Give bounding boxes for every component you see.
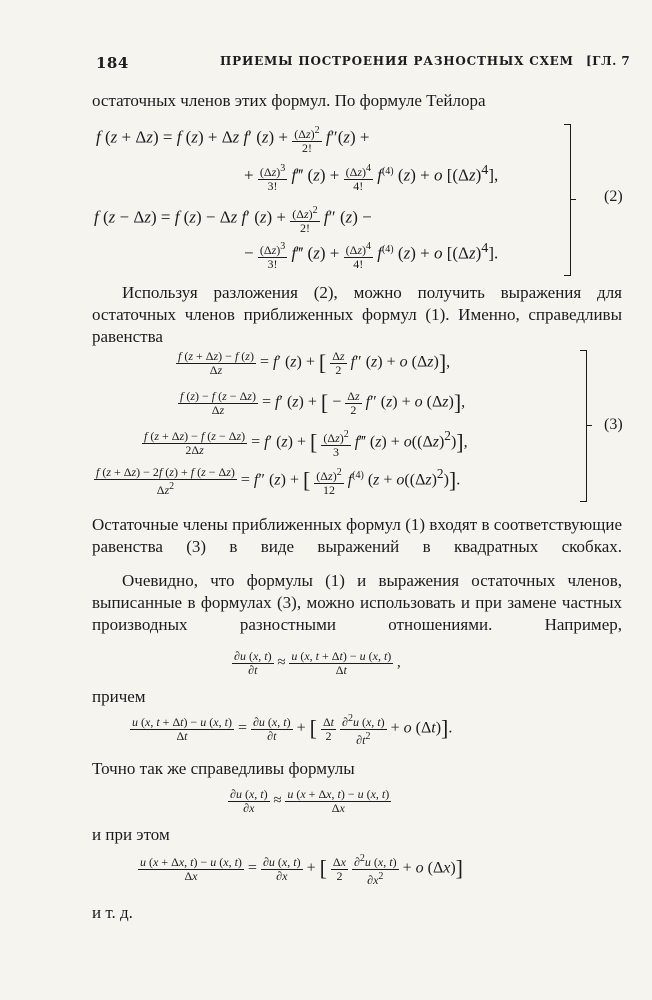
paragraph-wherein-2: и при этом — [92, 825, 170, 844]
paragraph-etc: и т. д. — [92, 903, 133, 922]
equation-dudt-remainder: $\frac{u (x, t + \Delta t) - u (x, t)}{\Delta t}$ = $\frac{\partial u (x, t)}{\partial t}$ + [ $\frac{\Delta t}{2}$ $\frac{\partial^2u (x, t)}{\partial t^2}$ + o (Δt)]. — [132, 713, 453, 747]
equation-3-brace-tip — [586, 425, 592, 426]
equation-3-line-4: $\frac{f (z + \Delta z) - 2f (z) + f (z - \Delta z)}{\Delta z^2}$ = f″ (z) + [ $\frac{(\Delta z)^2}{12}$ $f^{(4)}$ $(z + o((\Delta z)^2)]$. — [96, 465, 461, 498]
equation-dudt-approx: $\frac{\partial u (x, t)}{\partial t}$ ≈ $\frac{u (x, t + \Delta t) - u (x, t)}{\Delta t}$ , — [234, 649, 401, 677]
equation-dudx-remainder: $\frac{u (x + \Delta x, t) - u (x, t)}{\Delta x}$ = $\frac{\partial u (x, t)}{\partial x}$ + [ $\frac{\Delta x}{2}$ $\frac{\partial^2u (x, t)}{\partial x^2}$ + o (Δx)] — [140, 853, 463, 887]
paragraph-example: Очевидно, что формулы (1) и выражения остаточных членов, выписанные в формулах (3), можно использовать и при замене частных производных разностными отношениями. Например, — [92, 571, 622, 634]
equation-3-brace — [580, 350, 587, 502]
equation-2-line-1: f (z + Δz) = f (z) + Δz f′ (z) + $\frac{(\Delta z)^2}{2!}$ f″(z) + — [96, 125, 370, 155]
equation-2-brace-tip — [570, 199, 576, 200]
chapter-label: [ГЛ. 7 — [586, 54, 631, 68]
equation-2-line-3: f (z − Δz) = f (z) − Δz f′ (z) + $\frac{(\Delta z)^2}{2!}$ f″ (z) − — [94, 205, 372, 235]
equation-3-line-3: $\frac{f (z + \Delta z) - f (z - \Delta z)}{2\Delta z}$ = f′ (z) + [ $\frac{(\Delta z)^2}{3}$ f‴ $(z) + o((\Delta z)^2)$], — [144, 428, 468, 460]
equation-2-number: (2) — [604, 188, 623, 205]
equation-2-brace — [564, 124, 571, 276]
paragraph-remainders: Остаточные члены приближенных формул (1) входят в соответствующие равенства (3) в виде выражений в квадратных скобках. — [92, 515, 622, 556]
page-number: 184 — [96, 54, 129, 72]
equation-dudx-approx: $\frac{\partial u (x, t)}{\partial x}$ ≈ $\frac{u (x + \Delta x, t) - u (x, t)}{\Delta x}$ — [230, 787, 390, 815]
equation-3-line-1: $\frac{f (z + \Delta z) - f (z)}{\Delta z}$ = f′ (z) + [ $\frac{\Delta z}{2}$ f″ (z) + o (Δz)], — [178, 349, 451, 378]
equation-2-line-2: + $\frac{(\Delta z)^3}{3!}$ f‴ (z) + $\frac{(\Delta z)^4}{4!}$ $f^{(4)}$ (z) + o $[(\Delta z)^4]$, — [244, 162, 499, 194]
equation-2-line-4: − $\frac{(\Delta z)^3}{3!}$ f‴ (z) + $\frac{(\Delta z)^4}{4!}$ $f^{(4)}$ (z) + o $[(\Delta z)^4]$. — [244, 240, 499, 272]
equation-3-number: (3) — [604, 416, 623, 433]
running-title: ПРИЕМЫ ПОСТРОЕНИЯ РАЗНОСТНЫХ СХЕМ — [220, 54, 574, 68]
equation-3-line-2: $\frac{f (z) - f (z - \Delta z)}{\Delta z}$ = f′ (z) + [ − $\frac{\Delta z}{2}$ f″ (z) + o (Δz)], — [180, 389, 466, 418]
paragraph-wherein-1: причем — [92, 687, 146, 706]
paragraph-taylor-intro: остаточных членов этих формул. По формуле Тейлора — [92, 91, 486, 110]
paragraph-similarly: Точно так же справедливы формулы — [92, 759, 355, 778]
paragraph-expansions: Используя разложения (2), можно получить выражения для остаточных членов приближенных формул (1). Именно, справедливы равенства — [92, 283, 622, 346]
